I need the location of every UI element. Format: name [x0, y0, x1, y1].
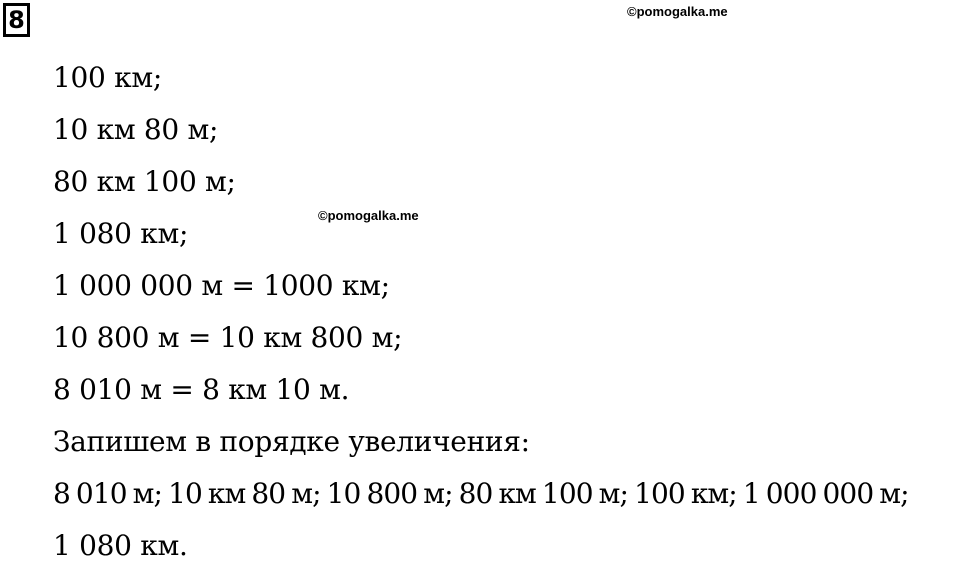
- solution-line: 1 000 000 м = 1000 км;: [53, 269, 390, 302]
- ordered-list-line: 8 010 м; 10 км 80 м; 10 800 м; 80 км 100 м; 100 км; 1 000 000 м;: [53, 477, 909, 510]
- conclusion-heading: Запишем в порядке увеличения:: [53, 425, 530, 458]
- solution-line: 1 080 км;: [53, 217, 189, 250]
- task-number-badge: [3, 3, 30, 37]
- solution-line: 80 км 100 м;: [53, 165, 236, 198]
- ordered-list-line-end: 1 080 км.: [53, 529, 188, 562]
- task-number: 8: [8, 6, 25, 34]
- solution-line: 10 800 м = 10 км 800 м;: [53, 321, 403, 354]
- solution-line: 100 км;: [53, 61, 162, 94]
- solution-lines: [53, 52, 909, 572]
- watermark-middle: ©pomogalka.me: [318, 208, 419, 223]
- solution-line: 10 км 80 м;: [53, 113, 219, 146]
- watermark-top: ©pomogalka.me: [627, 4, 728, 19]
- solution-line: 8 010 м = 8 км 10 м.: [53, 373, 350, 406]
